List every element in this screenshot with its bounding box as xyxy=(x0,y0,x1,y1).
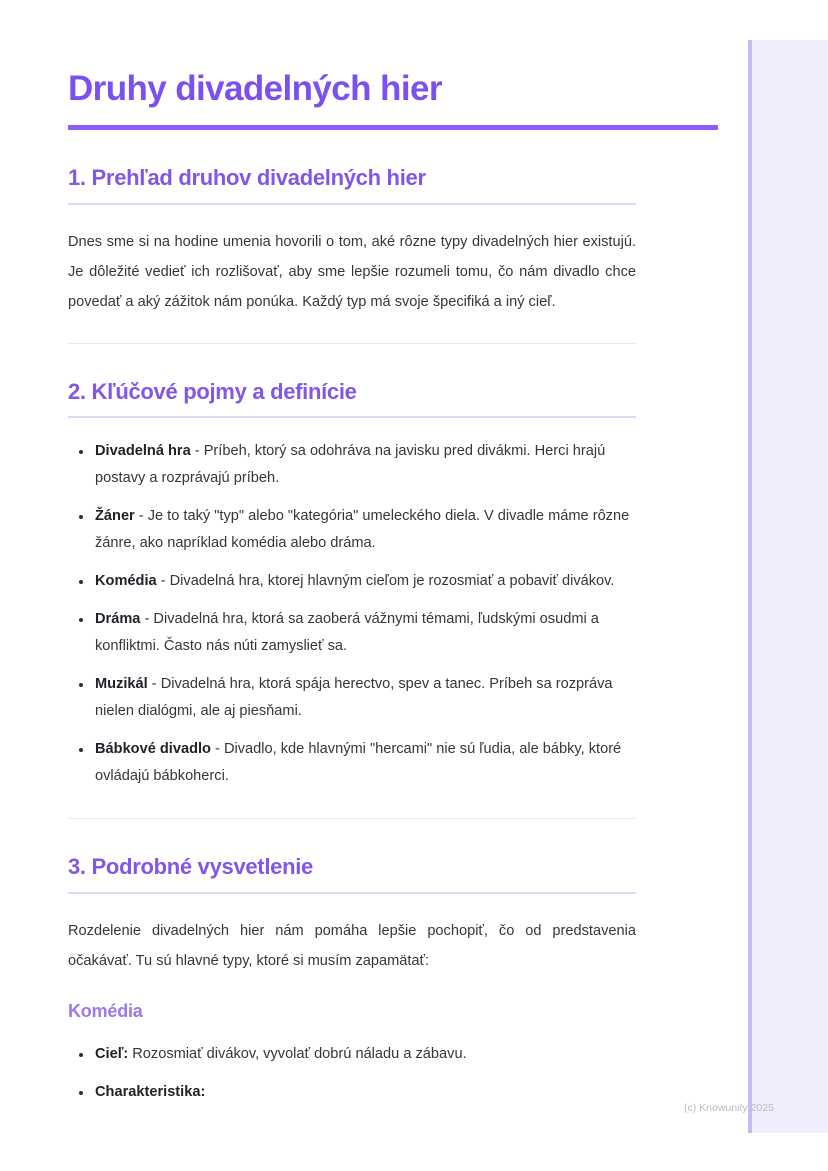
term-label: Muzikál xyxy=(95,676,148,693)
section-1-paragraph: Dnes sme si na hodine umenia hovorili o tom, aké rôzne typy divadelných hier existujú. Je dôležité vedieť ich rozlišovať, aby sme lepšie rozumeli tomu, čo nám divadlo chce povedať a aký zážitok nám ponúka. Každý typ má svoje špecifiká a iný cieľ. xyxy=(68,233,636,310)
term-label: Dráma xyxy=(95,611,141,628)
term-label: Žáner xyxy=(95,508,135,525)
spacer xyxy=(68,130,636,164)
spacer xyxy=(68,976,636,1000)
term-label: Komédia xyxy=(95,573,157,590)
list-item xyxy=(68,568,636,595)
spacer xyxy=(68,1023,636,1041)
term-description: - Divadelná hra, ktorá sa zaoberá vážnymi témami, ľudskými osudmi a konfliktmi. Často nás núti zamyslieť sa. xyxy=(95,611,599,655)
list-item xyxy=(68,1079,636,1106)
section-overview xyxy=(68,164,636,317)
page-title: Druhy divadelných hier xyxy=(68,69,442,108)
key-terms-list xyxy=(68,438,636,790)
right-side-panel xyxy=(748,40,828,1133)
section-key-terms xyxy=(68,378,636,791)
section-2-heading: 2. Kľúčové pojmy a definície xyxy=(68,378,357,404)
term-description: - Je to taký "typ" alebo "kategória" umeleckého diela. V divadle máme rôzne žánre, ako napríklad komédia alebo dráma. xyxy=(95,508,630,552)
copyright-watermark: (c) Knowunity 2025 xyxy=(684,1102,774,1114)
term-label: Divadelná hra xyxy=(95,443,191,460)
list-item xyxy=(68,736,636,790)
right-side-panel-edge xyxy=(748,40,752,1133)
spacer xyxy=(68,418,636,438)
spacer xyxy=(68,819,636,853)
term-description: - Príbeh, ktorý sa odohráva na javisku pred divákmi. Herci hrajú postavy a rozprávajú príbeh. xyxy=(95,443,606,487)
section-1-heading: 1. Prehľad druhov divadelných hier xyxy=(68,165,426,191)
document-content xyxy=(68,0,636,1106)
list-item xyxy=(68,1041,636,1068)
list-item xyxy=(68,503,636,557)
term-label: Charakteristika: xyxy=(95,1084,206,1101)
spacer xyxy=(68,344,636,378)
list-item xyxy=(68,671,636,725)
term-description: - Divadlo, kde hlavnými "hercami" nie sú ľudia, ale bábky, ktoré ovládajú bábkoherci. xyxy=(95,741,622,785)
spacer xyxy=(68,894,636,916)
term-description: - Divadelná hra, ktorá spája herectvo, spev a tanec. Príbeh sa rozpráva nielen dialógmi, ale aj piesňami. xyxy=(95,676,613,720)
term-description: Rozosmiať divákov, vyvolať dobrú náladu a zábavu. xyxy=(128,1046,467,1063)
section-3-heading: 3. Podrobné vysvetlenie xyxy=(68,854,313,880)
subsection-heading-komedia: Komédia xyxy=(68,1000,143,1021)
komedia-list xyxy=(68,1041,636,1106)
term-description: - Divadelná hra, ktorej hlavným cieľom je rozosmiať a pobaviť divákov. xyxy=(156,573,615,590)
list-item xyxy=(68,606,636,660)
spacer xyxy=(68,205,636,227)
list-item xyxy=(68,438,636,492)
spacer xyxy=(68,317,636,343)
section-3-paragraph: Rozdelenie divadelných hier nám pomáha lepšie pochopiť, čo od predstavenia očakávať. Tu sú hlavné typy, ktoré si musím zapamätať: xyxy=(68,922,636,969)
term-label: Cieľ: xyxy=(95,1046,129,1063)
term-label: Bábkové divadlo xyxy=(95,741,211,758)
section-detailed-explanation xyxy=(68,853,636,1106)
spacer xyxy=(68,790,636,818)
